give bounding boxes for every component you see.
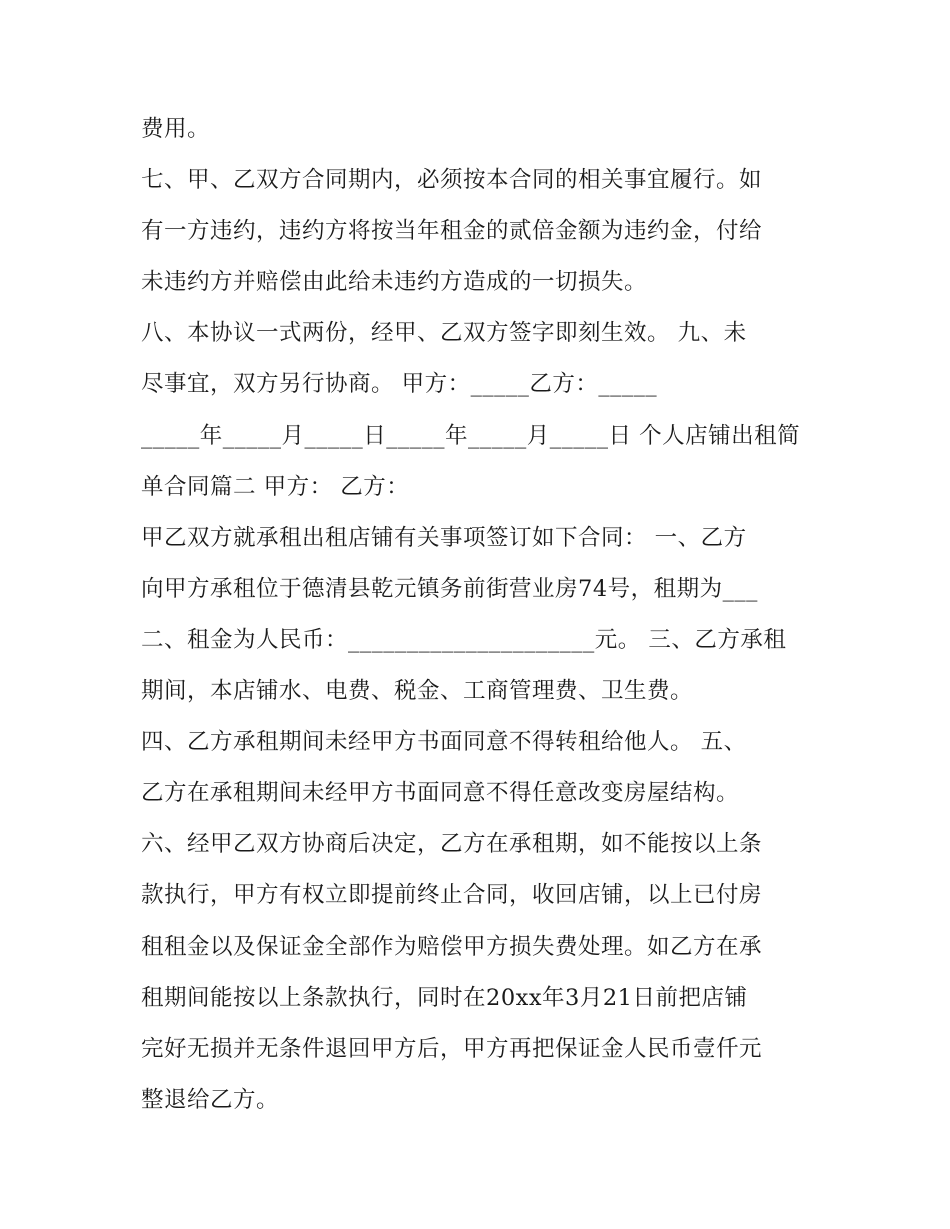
text-line: 期间，本店铺水、电费、税金、工商管理费、卫生费。 xyxy=(141,678,694,705)
text-line: 未违约方并赔偿由此给未违约方造成的一切损失。 xyxy=(141,269,648,296)
text-line: 有一方违约，违约方将按当年租金的贰倍金额为违约金，付给 xyxy=(141,218,763,245)
text-line: 整退给乙方。 xyxy=(141,1086,280,1113)
text-line: 甲乙双方就承租出租店铺有关事项签订如下合同： 一、乙方 xyxy=(141,524,747,551)
text-line: 八、本协议一式两份，经甲、乙双方签字即刻生效。 九、未 xyxy=(141,320,747,347)
text-line: 乙方在承租期间未经甲方书面同意不得任意改变房屋结构。 xyxy=(141,780,740,807)
text-line: _____年_____月_____日_____年_____月_____日 个人店铺出租简 xyxy=(141,422,801,449)
text-line: 租租金以及保证金全部作为赔偿甲方损失费处理。如乙方在承 xyxy=(141,933,763,960)
text-line: 六、经甲乙双方协商后决定，乙方在承租期，如不能按以上条 xyxy=(141,831,763,858)
text-line: 七、甲、乙双方合同期内，必须按本合同的相关事宜履行。如 xyxy=(141,167,763,194)
text-line: 尽事宜，双方另行协商。 甲方：_____乙方：_____ xyxy=(141,371,658,398)
text-line: 单合同篇二 甲方： 乙方： xyxy=(141,473,410,500)
contract-text xyxy=(141,104,821,1126)
text-line: 四、乙方承租期间未经甲方书面同意不得转租给他人。 五、 xyxy=(141,729,747,756)
text-line: 租期间能按以上条款执行，同时在20xx年3月21日前把店铺 xyxy=(141,984,748,1011)
text-line: 二、租金为人民币：_____________________元。 三、乙方承租 xyxy=(141,626,787,653)
text-line: 款执行，甲方有权立即提前终止合同，收回店铺，以上已付房 xyxy=(141,882,763,909)
text-line: 费用。 xyxy=(141,116,211,142)
text-line: 向甲方承租位于德清县乾元镇务前街营业房74号，租期为___ xyxy=(141,575,758,602)
text-line: 完好无损并无条件退回甲方后，甲方再把保证金人民币壹仟元 xyxy=(141,1035,763,1062)
